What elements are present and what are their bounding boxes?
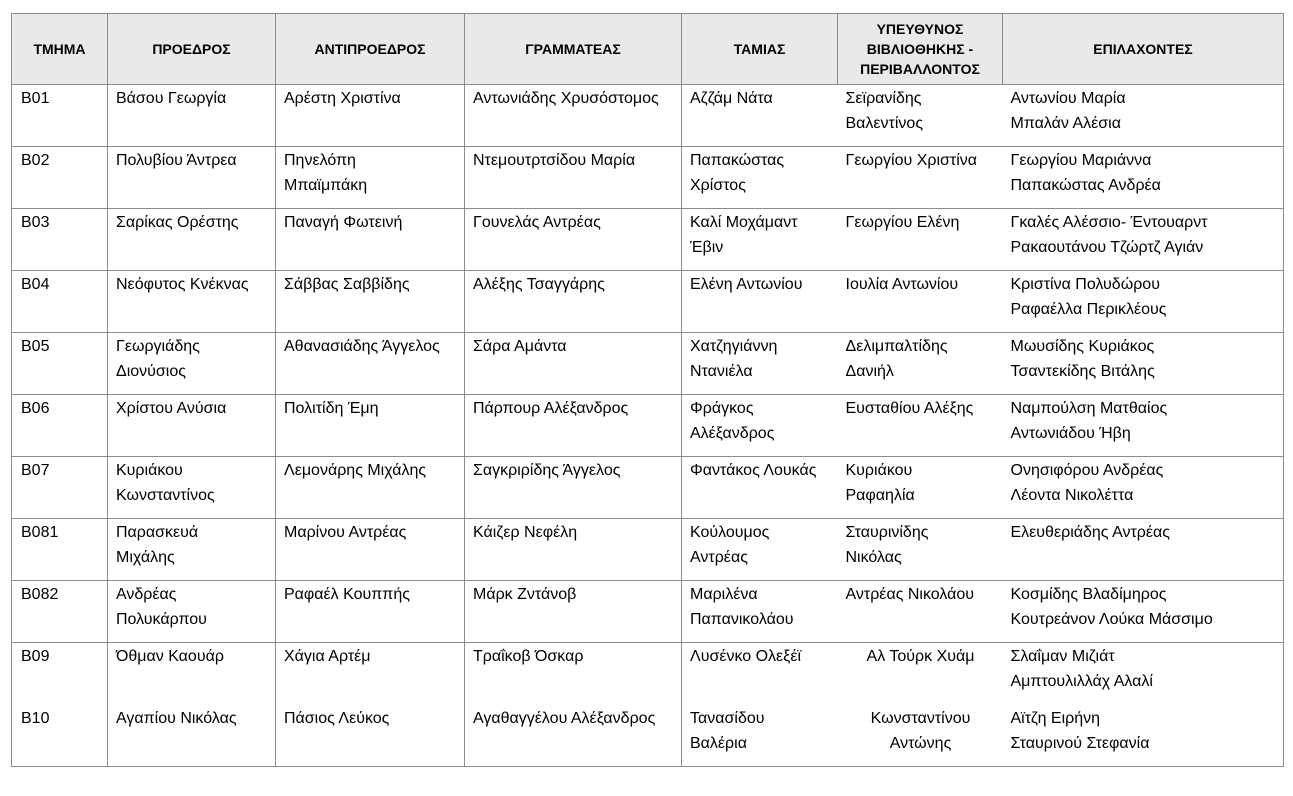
table-row (12, 643, 1284, 705)
cell-grammateas-line: Αλέξης Τσαγγάρης (473, 276, 605, 293)
cell-ypeuthynos (838, 271, 1003, 333)
cell-epilaxontes (1003, 333, 1284, 395)
cell-grammateas-line: Σάρα Αμάντα (473, 338, 567, 355)
cell-grammateas (465, 643, 682, 705)
cell-antiproedros (276, 457, 465, 519)
cell-epilaxontes (1003, 519, 1284, 581)
cell-tamias-line: Μαριλένα (690, 586, 758, 603)
cell-ypeuthynos-line: Ραφαηλία (845, 487, 915, 504)
header-row (12, 14, 1284, 85)
cell-antiproedros (276, 209, 465, 271)
cell-ypeuthynos (838, 209, 1003, 271)
cell-proedros-line: Διονύσιος (116, 363, 186, 380)
class-committees-table (11, 13, 1284, 767)
cell-antiproedros (276, 271, 465, 333)
cell-epilaxontes-line: Κουτρεάνον Λούκα Μάσσιμο (1010, 611, 1213, 628)
cell-ypeuthynos (838, 705, 1003, 767)
cell-proedros-line: Κυριάκου (116, 462, 183, 479)
cell-tamias-line: Λυσένκο Ολεξέϊ (690, 648, 802, 665)
cell-epilaxontes (1003, 581, 1284, 643)
cell-epilaxontes-line: Ελευθεριάδης Αντρέας (1010, 524, 1170, 541)
cell-grammateas (465, 147, 682, 209)
cell-ypeuthynos-line: Σταυρινίδης (845, 524, 929, 541)
cell-tmima: Β01 (12, 85, 108, 147)
cell-epilaxontes (1003, 209, 1284, 271)
cell-antiproedros (276, 581, 465, 643)
cell-proedros-line: Παρασκευά (116, 524, 199, 541)
cell-ypeuthynos (838, 519, 1003, 581)
cell-epilaxontes-line: Μπαλάν Αλέσια (1010, 115, 1121, 132)
cell-ypeuthynos (838, 147, 1003, 209)
cell-ypeuthynos-line: Αντρέας Νικολάου (845, 586, 975, 603)
cell-epilaxontes-line: Λέοντα Νικολέττα (1010, 487, 1134, 504)
cell-grammateas (465, 271, 682, 333)
cell-grammateas (465, 85, 682, 147)
cell-epilaxontes (1003, 643, 1284, 705)
cell-ypeuthynos-line: Δανιήλ (845, 363, 894, 380)
cell-grammateas-line: Ντεμουτρτσίδου Μαρία (473, 152, 636, 169)
cell-epilaxontes-line: Αντωνιάδου Ήβη (1010, 425, 1131, 442)
cell-grammateas (465, 395, 682, 457)
cell-epilaxontes-line: Ονησιφόρου Ανδρέας (1010, 462, 1164, 479)
cell-epilaxontes (1003, 271, 1284, 333)
cell-tmima: Β04 (12, 271, 108, 333)
table-body (12, 85, 1284, 767)
cell-proedros (108, 457, 276, 519)
cell-ypeuthynos-line: Αντώνης (889, 734, 952, 752)
cell-antiproedros-line: Παναγή Φωτεινή (284, 214, 403, 231)
cell-epilaxontes (1003, 395, 1284, 457)
header-tamias: ΤΑΜΙΑΣ (682, 14, 838, 85)
cell-tmima: Β03 (12, 209, 108, 271)
cell-tamias (682, 85, 838, 147)
cell-epilaxontes-line: Κριστίνα Πολυδώρου (1010, 276, 1160, 293)
cell-proedros-line: Νεόφυτος Κνέκνας (116, 276, 249, 293)
cell-tamias (682, 209, 838, 271)
cell-antiproedros-line: Ραφαέλ Κουππής (284, 586, 410, 603)
cell-tamias-line: Τανασίδου (690, 709, 765, 727)
table-row (12, 147, 1284, 209)
cell-proedros-line: Πολυκάρπου (116, 611, 207, 628)
cell-proedros-line: Ανδρέας (116, 586, 177, 603)
cell-ypeuthynos-line: Σεϊρανίδης (845, 90, 922, 107)
cell-grammateas-line: Γουνελάς Αντρέας (473, 214, 601, 231)
cell-tamias (682, 271, 838, 333)
cell-antiproedros (276, 333, 465, 395)
cell-tamias (682, 581, 838, 643)
cell-tmima: Β06 (12, 395, 108, 457)
header-ypeuthynos (838, 14, 1003, 85)
cell-tamias (682, 457, 838, 519)
cell-epilaxontes (1003, 457, 1284, 519)
header-grammateas: ΓΡΑΜΜΑΤΕΑΣ (465, 14, 682, 85)
cell-antiproedros-line: Μπαϊμπάκη (284, 177, 368, 194)
cell-grammateas (465, 209, 682, 271)
cell-ypeuthynos-line: Ιουλία Αντωνίου (845, 276, 959, 293)
cell-proedros-line: Αγαπίου Νικόλας (116, 709, 237, 727)
cell-grammateas (465, 333, 682, 395)
cell-tamias (682, 705, 838, 767)
cell-grammateas-line: Αγαθαγγέλου Αλέξανδρος (473, 709, 656, 727)
cell-epilaxontes-line: Γεωργίου Μαριάννα (1010, 152, 1152, 169)
table-header (12, 14, 1284, 85)
cell-ypeuthynos-line: Ευσταθίου Αλέξης (845, 400, 974, 417)
table-row (12, 209, 1284, 271)
cell-proedros-line: Γεωργιάδης (116, 338, 200, 355)
cell-proedros (108, 395, 276, 457)
cell-grammateas-line: Αντωνιάδης Χρυσόστομος (473, 90, 659, 107)
cell-tamias-line: Αντρέας (690, 549, 748, 566)
cell-epilaxontes-line: Ναμπούλση Ματθαίος (1010, 400, 1168, 417)
cell-tamias-line: Χρίστος (690, 177, 746, 194)
cell-antiproedros-line: Αθανασιάδης Άγγελος (284, 338, 440, 355)
cell-tamias-line: Αλέξανδρος (690, 425, 775, 442)
cell-epilaxontes-line: Μωυσίδης Κυριάκος (1010, 338, 1155, 355)
header-epilaxontes: ΕΠΙΛΑΧΟΝΤΕΣ (1003, 14, 1284, 85)
cell-antiproedros (276, 147, 465, 209)
cell-grammateas (465, 705, 682, 767)
cell-proedros (108, 705, 276, 767)
table-row (12, 519, 1284, 581)
cell-ypeuthynos (838, 643, 1003, 705)
table-row (12, 333, 1284, 395)
cell-tamias-line: Καλί Μοχάμαντ (690, 214, 798, 231)
cell-grammateas-line: Κάιζερ Νεφέλη (473, 524, 578, 541)
cell-tamias-line: Παπανικολάου (690, 611, 794, 628)
cell-ypeuthynos-line: Δελιμπαλτίδης (845, 338, 948, 355)
cell-ypeuthynos (838, 85, 1003, 147)
cell-ypeuthynos-line: Βαλεντίνος (845, 115, 924, 132)
cell-ypeuthynos (838, 581, 1003, 643)
cell-epilaxontes (1003, 705, 1284, 767)
cell-ypeuthynos-line: Γεωργίου Χριστίνα (845, 152, 978, 169)
cell-tamias (682, 519, 838, 581)
cell-antiproedros (276, 519, 465, 581)
cell-proedros-line: Όθμαν Καουάρ (116, 648, 224, 665)
cell-ypeuthynos (838, 395, 1003, 457)
cell-tamias (682, 643, 838, 705)
cell-antiproedros-line: Σάββας Σαββίδης (284, 276, 410, 293)
cell-tmima: Β02 (12, 147, 108, 209)
cell-ypeuthynos (838, 333, 1003, 395)
table-row (12, 457, 1284, 519)
table-row (12, 85, 1284, 147)
cell-tamias-line: Κούλουμος (690, 524, 770, 541)
cell-tamias-line: Παπακώστας (690, 152, 785, 169)
cell-proedros-line: Πολυβίου Άντρεα (116, 152, 237, 169)
cell-epilaxontes-line: Κοσμίδης Βλαδίμηρος (1010, 586, 1167, 603)
cell-tamias (682, 395, 838, 457)
cell-epilaxontes (1003, 85, 1284, 147)
cell-tamias-line: Χατζηγιάννη (690, 338, 778, 355)
cell-proedros-line: Χρίστου Ανύσια (116, 400, 227, 417)
cell-proedros (108, 271, 276, 333)
cell-proedros (108, 147, 276, 209)
cell-proedros-line: Κωνσταντίνος (116, 487, 215, 504)
cell-proedros-line: Σαρίκας Ορέστης (116, 214, 239, 231)
cell-epilaxontes-line: Γκαλές Αλέσσιο- Έντουαρντ (1010, 214, 1208, 231)
cell-proedros (108, 85, 276, 147)
cell-grammateas (465, 519, 682, 581)
cell-proedros (108, 643, 276, 705)
cell-epilaxontes-line: Σταυρινού Στεφανία (1010, 734, 1150, 752)
cell-grammateas-line: Μάρκ Ζντάνοβ (473, 586, 577, 603)
table-row (12, 581, 1284, 643)
cell-antiproedros-line: Μαρίνου Αντρέας (284, 524, 407, 541)
cell-grammateas-line: Σαγκριρίδης Άγγελος (473, 462, 621, 479)
cell-proedros (108, 333, 276, 395)
cell-ypeuthynos-line: Νικόλας (845, 549, 902, 566)
cell-tamias-line: Ελένη Αντωνίου (690, 276, 803, 293)
cell-epilaxontes-line: Αμπτουλιλλάχ Αλαλί (1010, 673, 1153, 690)
cell-tamias-line: Φράγκος (690, 400, 754, 417)
cell-tamias-line: Φαντάκος Λουκάς (690, 462, 817, 479)
table-row (12, 271, 1284, 333)
table-row (12, 705, 1284, 767)
cell-tmima: Β05 (12, 333, 108, 395)
header-antiproedros: ΑΝΤΙΠΡΟΕΔΡΟΣ (276, 14, 465, 85)
cell-epilaxontes-line: Αϊτζη Ειρήνη (1010, 709, 1101, 727)
cell-tamias (682, 333, 838, 395)
cell-tamias-line: Αζζάμ Νάτα (690, 90, 773, 107)
cell-tamias-line: Ντανιέλα (690, 363, 753, 380)
cell-grammateas-line: Τραΐκοβ Όσκαρ (473, 648, 584, 665)
cell-ypeuthynos-line: Γεωργίου Ελένη (845, 214, 960, 231)
cell-tmima: Β09 (12, 643, 108, 705)
cell-epilaxontes (1003, 147, 1284, 209)
cell-grammateas (465, 581, 682, 643)
cell-proedros-line: Βάσου Γεωργία (116, 90, 227, 107)
header-proedros: ΠΡΟΕΔΡΟΣ (108, 14, 276, 85)
cell-antiproedros (276, 395, 465, 457)
cell-epilaxontes-line: Τσαντεκίδης Βιτάλης (1010, 363, 1155, 380)
cell-antiproedros (276, 643, 465, 705)
cell-proedros (108, 209, 276, 271)
cell-ypeuthynos-line: Αλ Τούρκ Χυάμ (866, 648, 975, 665)
cell-epilaxontes-line: Ρακαουτάνου Τζώρτζ Αγιάν (1010, 239, 1204, 256)
cell-tmima: Β082 (12, 581, 108, 643)
cell-antiproedros-line: Λεμονάρης Μιχάλης (284, 462, 427, 479)
cell-proedros (108, 519, 276, 581)
cell-grammateas (465, 457, 682, 519)
cell-ypeuthynos-line: Κωνσταντίνου (870, 709, 971, 727)
cell-tmima: Β07 (12, 457, 108, 519)
cell-antiproedros (276, 705, 465, 767)
header-ypeuthynos-line3: ΠΕΡΙΒΑΛΛΟΝΤΟΣ (860, 61, 980, 77)
cell-antiproedros-line: Πάσιος Λεύκος (284, 709, 390, 727)
cell-tmima: Β081 (12, 519, 108, 581)
cell-tamias-line: Έβιν (690, 239, 724, 256)
cell-antiproedros-line: Χάγια Αρτέμ (284, 648, 371, 665)
cell-tamias-line: Βαλέρια (690, 734, 747, 752)
cell-ypeuthynos-line: Κυριάκου (845, 462, 913, 479)
cell-antiproedros-line: Αρέστη Χριστίνα (284, 90, 401, 107)
cell-epilaxontes-line: Ραφαέλλα Περικλέους (1010, 301, 1167, 318)
cell-ypeuthynos (838, 457, 1003, 519)
cell-epilaxontes-line: Αντωνίου Μαρία (1010, 90, 1126, 107)
cell-antiproedros-line: Πηνελόπη (284, 152, 356, 169)
cell-grammateas-line: Πάρπουρ Αλέξανδρος (473, 400, 629, 417)
cell-proedros (108, 581, 276, 643)
header-ypeuthynos-line2: ΒΙΒΛΙΟΘΗΚΗΣ - (866, 41, 974, 57)
header-ypeuthynos-line1: ΥΠΕΥΘΥΝΟΣ (876, 21, 964, 37)
cell-antiproedros-line: Πολιτίδη Έμη (284, 400, 379, 417)
header-tmima: ΤΜΗΜΑ (12, 14, 108, 85)
cell-antiproedros (276, 85, 465, 147)
cell-proedros-line: Μιχάλης (116, 549, 175, 566)
table-row (12, 395, 1284, 457)
cell-tamias (682, 147, 838, 209)
cell-epilaxontes-line: Παπακώστας Ανδρέα (1010, 177, 1161, 194)
cell-epilaxontes-line: Σλαΐμαν Μιζιάτ (1010, 648, 1115, 665)
cell-tmima: Β10 (12, 705, 108, 767)
